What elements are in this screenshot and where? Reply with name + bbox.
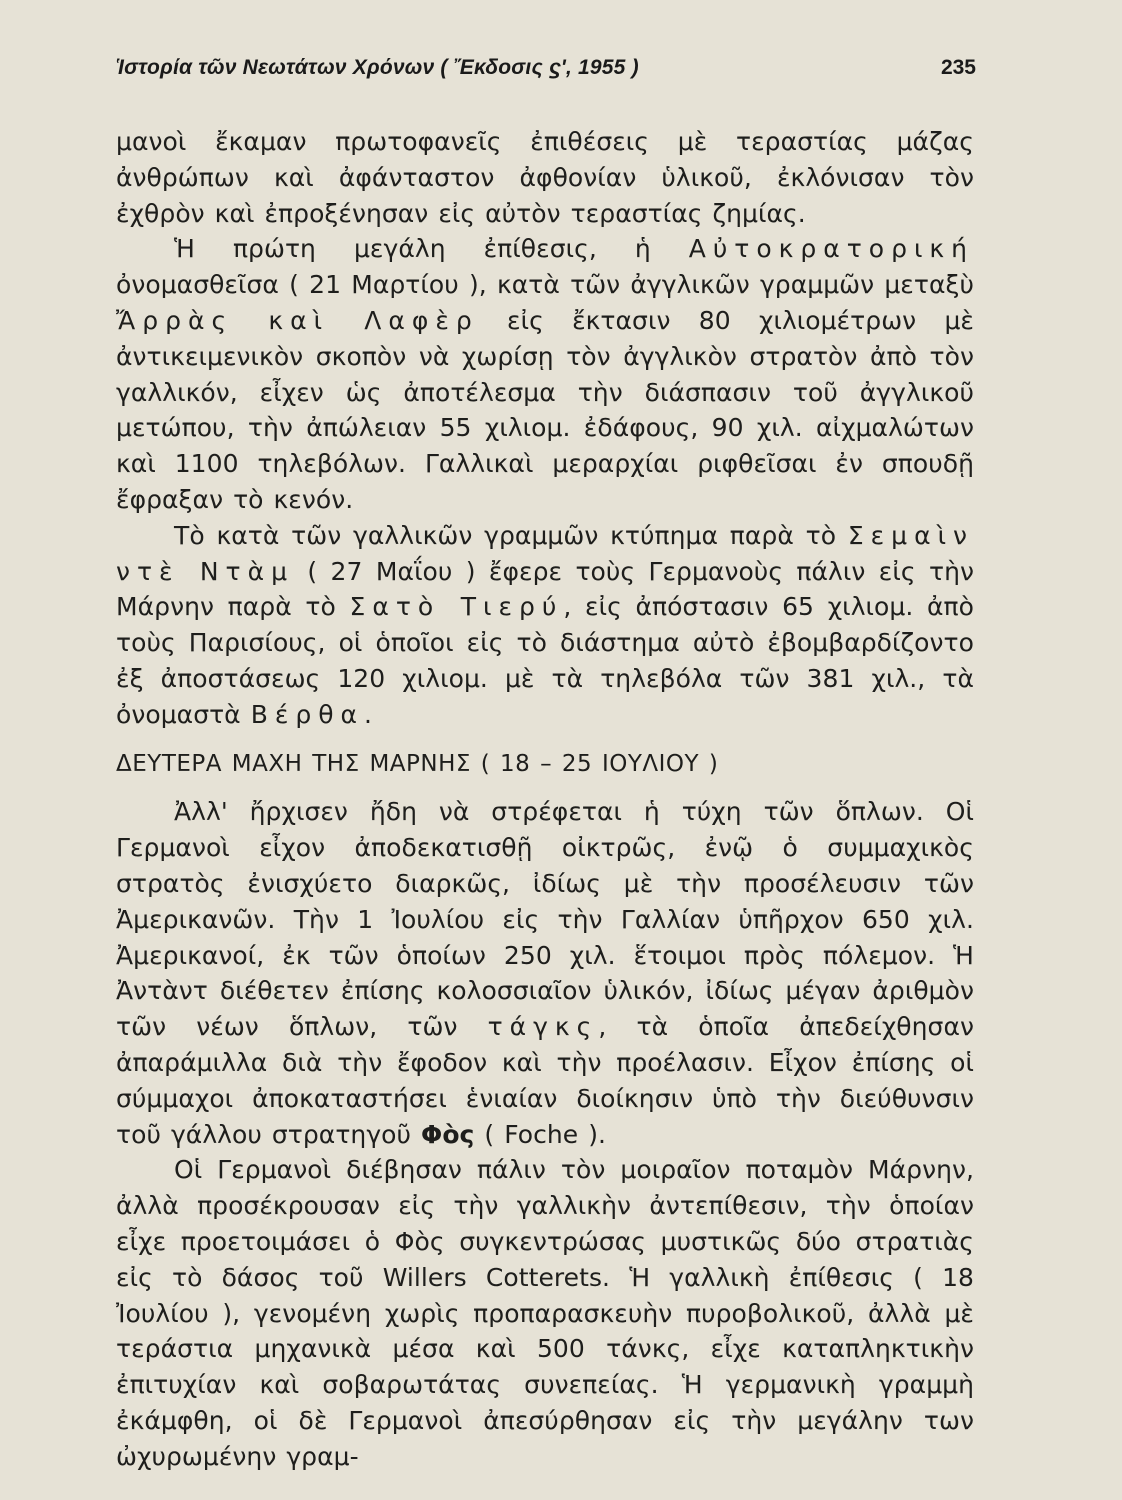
text-span: Ἀλλ' ἤρχισεν ἤδη νὰ στρέφεται ἡ τύχη τῶν ὅπλων. Οἱ Γερμανοὶ εἶχον ἀποδεκατισθῇ οἰκτρῶς, ἐνῷ ὁ συμμαχικὸς στρατὸς ἐνισχύετο διαρκῶς, ἰδίως μὲ τὴν προσέλευσιν τῶν Ἀμερικανῶν. Τὴν 1 Ἰουλίου εἰς τὴν Γαλλίαν ὑπῆρχον 650 χιλ. Ἀμερικανοί, ἐκ τῶν ὁποίων 250 χιλ. ἕτοιμοι πρὸς πόλεμον. Ἡ Ἀντὰντ διέθετεν ἐπίσης κολοσσιαῖον ὑλικόν, ἰδίως μέγαν ἀριθμὸν τῶν νέων ὅπλων, τῶν bbox=[116, 797, 974, 1042]
text-span: , τὰ ὁποῖα ἀπεδείχθησαν ἀπαράμιλλα διὰ τὴν ἔφοδον καὶ τὴν προέλασιν. Εἶχον ἐπίσης οἱ σύμμαχοι ἀποκαταστήσει ἑνιαίαν διοίκησιν ὑπὸ τὴν διεύθυνσιν τοῦ γάλλου στρατηγοῦ bbox=[116, 1012, 974, 1149]
paragraph-5: Οἱ Γερμανοὶ διέβησαν πάλιν τὸν μοιραῖον ποταμὸν Μάρνην, ἀλλὰ προσέκρουσαν εἰς τὴν γαλλικὴν ἀντεπίθεσιν, τὴν ὁποίαν εἶχε προετοιμάσει ὁ Φὸς συγκεντρώσας μυστικῶς δύο στρατιὰς εἰς τὸ δάσος τοῦ Willers Cotterets. Ἡ γαλλικὴ ἐπίθεσις ( 18 Ἰουλίου ), γενομένη χωρὶς προπαρασκευὴν πυροβολικοῦ, ἀλλὰ μὲ τεράστια μηχανικὰ μέσα καὶ 500 τάνκς, εἶχε καταπληκτικὴν ἐπιτυχίαν καὶ σοβαρωτάτας συνεπείας. Ἡ γερμανικὴ γραμμὴ ἐκάμφθη, οἱ δὲ Γερμανοὶ ἀπεσύρθησαν εἰς τὴν μεγάλην των ὠχυρωμένην γραμ- bbox=[116, 1155, 974, 1471]
text-span: Τὸ κατὰ τῶν γαλλικῶν γραμμῶν κτύπημα παρὰ τὸ bbox=[174, 520, 848, 550]
paragraph-4 bbox=[116, 794, 974, 1152]
text-span: . bbox=[364, 699, 373, 729]
spaced-term: Σατὸ Τιερύ bbox=[349, 592, 564, 622]
spaced-term: τάγκς bbox=[487, 1012, 599, 1042]
book-title: Ἱστορία τῶν Νεωτάτων Χρόνων ( Ἔκδοσις ϛ', 1955 ) bbox=[116, 56, 639, 79]
body-text bbox=[116, 124, 974, 1474]
section-heading: ΔΕΥΤΕΡΑ ΜΑΧΗ ΤΗΣ ΜΑΡΝΗΣ ( 18 – 25 ΙΟΥΛΙΟΥ ) bbox=[116, 750, 719, 777]
bold-term: Φὸς bbox=[421, 1119, 475, 1149]
spaced-term: Ἄρρὰς καὶ Λαφὲρ bbox=[116, 305, 479, 335]
text-span: ὀνομασθεῖσα ( 21 Μαρτίου ), κατὰ τῶν ἀγγλικῶν γραμμῶν μεταξὺ bbox=[116, 270, 974, 300]
text-span: ( 27 Μαΐου ) ἔφερε τοὺς Γερμανοὺς πάλιν εἰς τὴν Μάρνην παρὰ τὸ bbox=[116, 556, 974, 622]
spaced-term: Αὐτοκρατορική bbox=[688, 234, 974, 264]
page-number: 235 bbox=[940, 56, 976, 79]
paragraph-3 bbox=[116, 518, 974, 733]
paragraph-2 bbox=[116, 231, 974, 517]
text-span: , εἰς ἀπόστασιν 65 χιλιομ. ἀπὸ τοὺς Παρισίους, οἱ ὁποῖοι εἰς τὸ διάστημα αὐτὸ ἐβομβαρδίζοντο ἐξ ἀποστάσεως 120 χιλιομ. μὲ τὰ τηλεβόλα τῶν 381 χιλ., τὰ ὀνομαστὰ bbox=[116, 592, 974, 729]
running-header bbox=[116, 56, 976, 80]
text-span: ( Foche ). bbox=[474, 1119, 607, 1149]
text-span: Ἡ πρώτη μεγάλη ἐπίθεσις, ἡ bbox=[174, 234, 689, 264]
paragraph-1: μανοὶ ἔκαμαν πρωτοφανεῖς ἐπιθέσεις μὲ τεραστίας μάζας ἀνθρώπων καὶ ἀφάνταστον ἀφθονίαν ὑλικοῦ, ἐκλόνισαν τὸν ἐχθρὸν καὶ ἐπροξένησαν εἰς αὐτὸν τεραστίας ζημίας. bbox=[116, 127, 974, 228]
text-span: εἰς ἔκτασιν 80 χιλιομέτρων μὲ ἀντικειμενικὸν σκοπὸν νὰ χωρίσῃ τὸν ἀγγλικὸν στρατὸν ἀπὸ τὸν γαλλικόν, εἶχεν ὡς ἀποτέλεσμα τὴν διάσπασιν τοῦ ἀγγλικοῦ μετώπου, τὴν ἀπώλειαν 55 χιλιομ. ἐδάφους, 90 χιλ. αἰχμαλώτων καὶ 1100 τηλεβόλων. Γαλλικαὶ μεραρχίαι ριφθεῖσαι ἐν σπουδῇ ἔφραξαν τὸ κενόν. bbox=[116, 305, 974, 514]
spaced-term: Βέρθα bbox=[250, 699, 365, 729]
spaced-term: Σεμαὶν ντὲ Ντὰμ bbox=[116, 520, 974, 586]
